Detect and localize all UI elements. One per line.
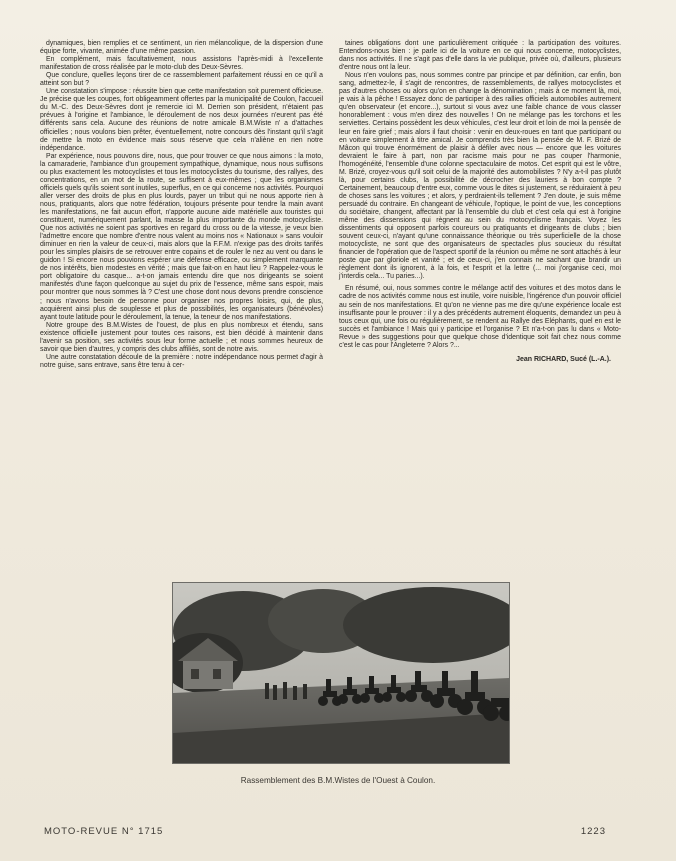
left-column bbox=[40, 40, 323, 370]
author-signature: Jean RICHARD, Sucé (L.-A.). bbox=[516, 355, 611, 363]
publication-footer: MOTO-REVUE N° 1715 bbox=[44, 826, 164, 837]
paragraph: Par expérience, nous pouvons dire, nous, que pour trouver ce que nous aimons : la moto, la camaraderie, l'ambiance d'un groupement sympathique, dynamique, nous nous suffisons ou plus exactement les motocyclistes et tous les motocyclistes du tourisme, des rallyes, des concentrations, en un mot de la route, se suffisent à eux-mêmes ; que les organismes officiels quels qu'ils soient sont inutiles, superflus, en ce qui concerne nos activités. Pourquoi aller verser des droits de plus en plus lourds, payer un tribut qui ne nous apporte rien à nous, pratiquants, alors que notre fédération, toujours présente pour tendre la main avant les manifestations, ne fait aucun effort, n'apporte aucune aide matérielle aux touristes qui constituent, numériquement parlant, la masse la plus importante du monde motocycliste. Que nos activités ne soient pas sportives en regard du cross ou de la vitesse, je veux bien l'admettre encore que nombre d'entre nous valent au moins nos « Nationaux » sans vouloir diminuer en rien la valeur de ceux-ci, mais alors que la F.F.M. n'exige pas des droits tarifés pour les simples plaisirs de se retrouver entre copains et de rouler le nez au vent ou dans le guidon ! Si encore nous pouvions espérer une défense efficace, ou simplement marquante de nos intérêts, bien modestes en vérité ; mais que fait-on en haut lieu ? Rappelez-vous le port obligatoire du casque... a-t-on jamais entendu dire que nos dirigeants se soient manifestés d'une façon quelconque au sujet du prix de l'essence, même sans espoir, mais pour montrer que nous sommes là ? C'est une chose dont nous devons prendre conscience ; nous n'avons besoin de personne pour organiser nos propres loisirs, qui, de plus, acquièrent ainsi plus de souplesse et plus de possibilités, les organisateurs (bénévoles) ayant toute latitude pour le déroulement, la tenue, la teneur de nos manifestations. bbox=[40, 152, 323, 321]
paragraph: dynamiques, bien remplies et ce sentiment, un rien mélancolique, de la dispersion d'une équipe forte, vivante, animée d'une même passion. bbox=[40, 40, 323, 56]
paragraph: Une autre constatation découle de la première : notre indépendance nous permet d'agir à notre guise, sans entrave, sans être tenu à cer- bbox=[40, 353, 323, 369]
rally-photo bbox=[172, 582, 510, 764]
paragraph: En complément, mais facultativement, nous assistons l'après-midi à l'excellente manifestation de cross réalisée par le moto-club des Deux-Sèvres. bbox=[40, 56, 323, 72]
paragraph: Nous n'en voulons pas, nous sommes contre par principe et par définition, car enfin, bon sang, admettez-le, il s'agit de rencontres, de rassemblements, de rallyes motocyclistes et pas d'autres choses ou alors qu'on en change la dénomination ; mais à ce moment là, moi, je vais à la pêche ! Essayez donc de participer à des rallies officiels automobiles autrement qu'en observateur (et encore...), surtout si vous avez une faible chance de vous classer honorablement : vous m'en direz des nouvelles ! On ne mélange pas les torchons et les serviettes. Certains possèdent les deux véhicules, c'est leur droit et loin de moi la pensée de leur en faire grief ; mais alors il faut choisir : venir en deux-roues en tant que participant ou en voiture simplement à titre amical. Je comprends très bien la pensée de M. F. Brizé de Mâcon qui trouve énormément de plaisir à défiler avec nous — encore que les voitures devraient le faire à part, non par racisme mais pour ne pas couper l'harmonie, l'homogénéité, l'ensemble d'une colonne spectaculaire de motos. Cet esprit qui est le vôtre, M. Brizé, croyez-vous qu'il soit celui de la majorité des automobilistes ? N'y a-t-il pas plutôt là, pour certains clubs, la possibilité de décrocher des lauriers à bon compte ? Certainement, beaucoup d'entre eux, comme vous le dites si justement, se réduiraient à peu de choses sans les voitures ; et alors, y perdraient-ils tellement ? J'en doute, je suis même persuadé du contraire. En changeant de véhicule, l'optique, le point de vue, les conceptions du sociétaire, changent, affectant par là l'ensemble du club et c'est cela qui est à l'origine même des dissensions qui règnent au sein du motocyclisme français. Voyez les dissentiments qui opposent parfois coureurs ou pratiquants et dirigeants de clubs ; bien souvent ceux-ci, n'ayant qu'une connaissance théorique ou très superficielle de la chose motocycliste, ne sont que des organisateurs de spectacles plus soucieux du résultat financier de l'opération que de l'aspect sportif de la réunion ou même ne sont attachés à leur poste que par gloriole et vanité ; et de ceux-ci, j'en connais ne sachant que brandir un règlement dont ils ignorent, à la fois, et l'esprit et la lettre (... moi j'organise ceci, moi j'interdis cela... Tu paries...). bbox=[339, 72, 621, 281]
right-column bbox=[339, 40, 621, 364]
paragraph: Notre groupe des B.M.Wistes de l'ouest, de plus en plus nombreux et étendu, sans existence officielle justement pour toutes ces raisons, est bien décidé à maintenir dans l'avenir sa position, ses activités sous leur forme actuelle ; et nous sommes heureux de savoir que bien d'autres, y compris des clubs affiliés, sont de notre avis. bbox=[40, 321, 323, 353]
paragraph: En résumé, oui, nous sommes contre le mélange actif des voitures et des motos dans le cadre de nos activités comme nous est inutile, voire nuisible, l'ingérence d'un pouvoir officiel au sein de nos manifestations. Et qu'on ne vienne pas me dire qu'une expérience locale est insuffisante pour le prouver : il y a des précédents autrement éloquents, demandez un peu à tous ceux qui, une fois ou régulièrement, se rendent au Rallye des Eléphants, quel en est le succès et l'ambiance ! Mais qui y participe et l'organise ? Et n'a-t-on pas lu dans « Moto-Revue » des suggestions pour que quelque chose d'identique soit fait chez nous comme c'est le cas pour l'Angleterre ? Alors ?... bbox=[339, 285, 621, 349]
paragraph: Que conclure, quelles leçons tirer de ce rassemblement parfaitement réussi en ce qu'il a atteint son but ? bbox=[40, 72, 323, 88]
paragraph: taines obligations dont une particulièrement critiquée : la participation des voitures. Entendons-nous bien : je parle ici de la voiture en ce qui nous concerne, motocyclistes, dans nos activités. Il ne s'agit pas d'elle dans la vie publique, privée où, d'ailleurs, plusieurs d'entre nous ont la leur. bbox=[339, 40, 621, 72]
paragraph: Une constatation s'impose : réussite bien que cette manifestation soit purement officieuse. Je précise que les coupes, fort obligeamment offertes par la municipalité de Coulon, l'accueil du M.-C. des Deux-Sèvres dont je remercie ici M. Derrien son président, n'étaient pas prévues à l'origine et l'ambiance, le déroulement de nos deux journées n'eurent pas été différents sans cela. Aucune des réunions de notre amicale B.M.Wiste n' a d'attaches officielles ; nous voulons bien prêter, éventuellement, notre concours dès l'instant qu'il s'agit de mettre la moto en évidence mais sous réserve que cela n'aliène en rien notre indépendance. bbox=[40, 88, 323, 152]
page-number: 1223 bbox=[580, 826, 606, 837]
photo-caption: Rassemblement des B.M.Wistes de l'Ouest à Coulon. bbox=[240, 776, 436, 785]
